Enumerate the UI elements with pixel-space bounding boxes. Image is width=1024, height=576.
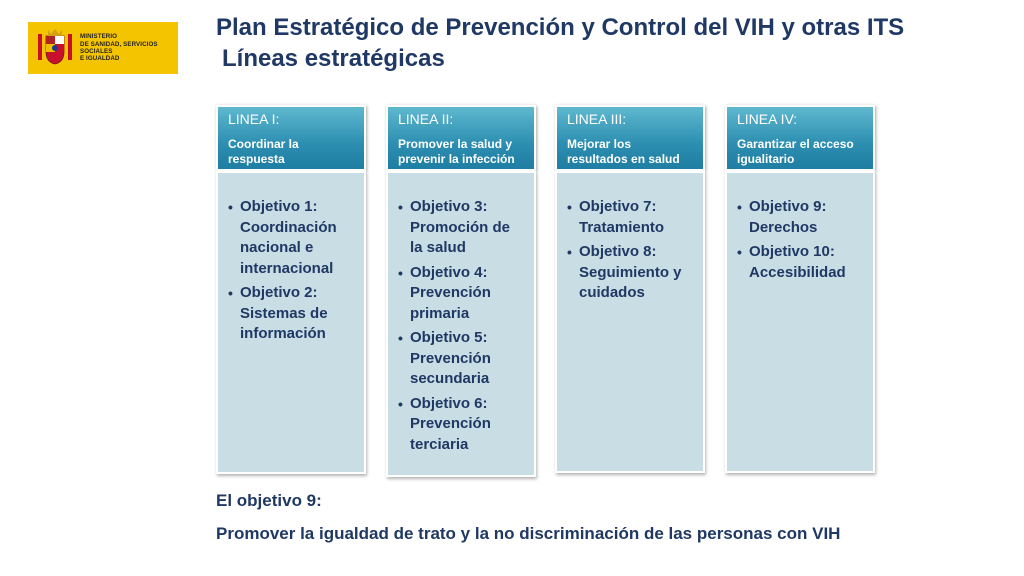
objectives-list: [733, 197, 865, 283]
strategic-line-1: [216, 105, 366, 474]
line-description: Garantizar el acceso igualitario: [737, 137, 854, 166]
objective-item: • Objetivo 9: Derechos: [749, 197, 865, 238]
line-description: Mejorar los resultados en salud: [567, 137, 680, 166]
objective-item: • Objetivo 8: Seguimiento y cuidados: [579, 242, 695, 304]
ministry-logo: [28, 22, 178, 74]
objectives-list: [224, 197, 356, 345]
ministry-name: MINISTERIO DE SANIDAD, SERVICIOS SOCIALES E IGUALDAD: [80, 33, 158, 63]
objective-item: • Objetivo 2: Sistemas de información: [240, 283, 356, 345]
line-description: Coordinar la respuesta: [228, 137, 299, 166]
objective-item: • Objetivo 7: Tratamiento: [579, 197, 695, 238]
objective-item: • Objetivo 1: Coordinación nacional e internacional: [240, 197, 356, 279]
line-label: LINEA II:: [398, 111, 454, 127]
line-header: [216, 105, 366, 171]
line-objectives: [216, 171, 366, 474]
objective-item: • Objetivo 10: Accesibilidad: [749, 242, 865, 283]
line-objectives: [386, 171, 536, 477]
strategic-line-3: [555, 105, 705, 473]
line-header: [386, 105, 536, 171]
objectives-list: [563, 197, 695, 304]
objective-item: • Objetivo 5: Prevención secundaria: [410, 328, 526, 390]
objectives-list: [394, 197, 526, 455]
title-line-1: Plan Estratégico de Prevención y Control del VIH y otras ITS: [216, 14, 905, 41]
objective-item: • Objetivo 4: Prevención primaria: [410, 263, 526, 325]
footer-text: Promover la igualdad de trato y la no discriminación de las personas con VIH: [216, 524, 841, 543]
line-header: [555, 105, 705, 171]
line-label: LINEA I:: [228, 111, 280, 127]
objective-item: • Objetivo 3: Promoción de la salud: [410, 197, 526, 259]
footer-heading: El objetivo 9:: [216, 491, 322, 510]
strategic-line-2: [386, 105, 536, 477]
line-label: LINEA III:: [567, 111, 627, 127]
line-objectives: [725, 171, 875, 473]
line-objectives: [555, 171, 705, 473]
title-line-2: Líneas estratégicas: [222, 45, 445, 72]
spain-coat-of-arms-icon: [34, 26, 76, 70]
line-header: [725, 105, 875, 171]
strategic-line-4: [725, 105, 875, 473]
objective-item: • Objetivo 6: Prevención terciaria: [410, 394, 526, 456]
line-description: Promover la salud y prevenir la infección: [398, 137, 515, 166]
page-title: [216, 12, 1006, 74]
line-label: LINEA IV:: [737, 111, 798, 127]
